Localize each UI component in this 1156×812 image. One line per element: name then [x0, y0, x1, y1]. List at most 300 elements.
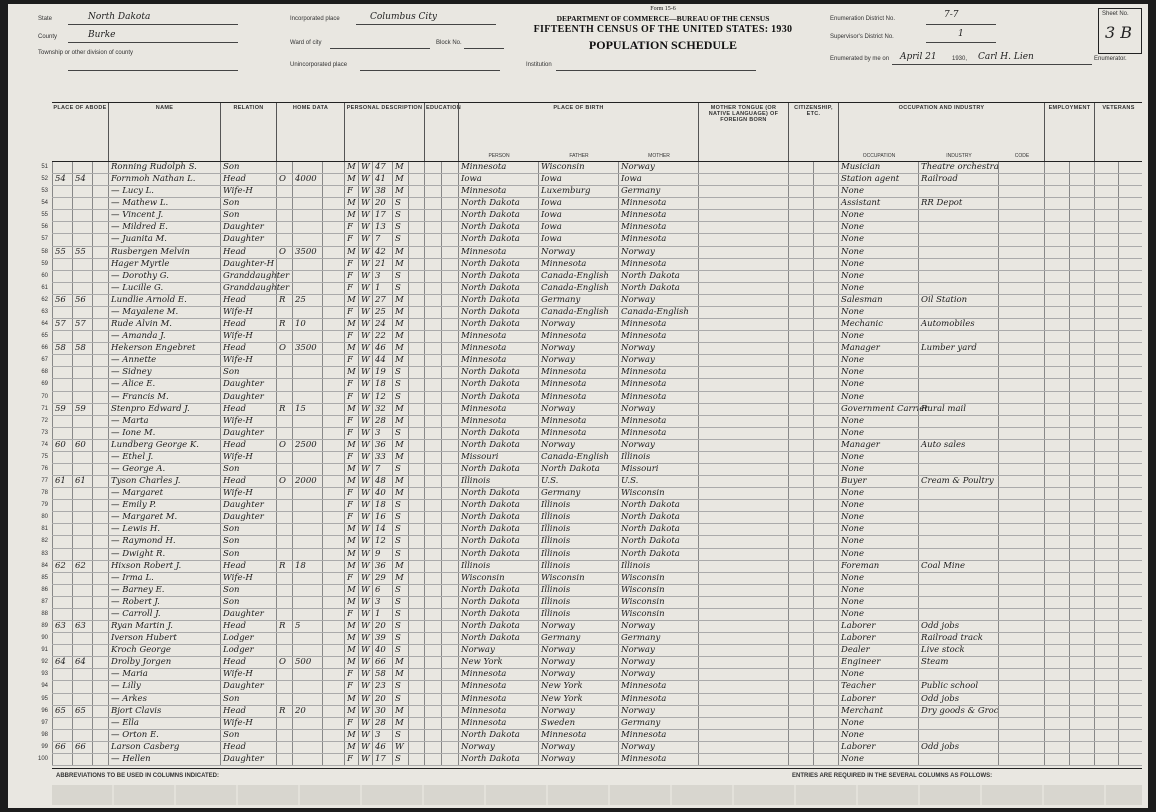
column-divider: [998, 234, 1001, 245]
column-divider: [322, 633, 325, 644]
birthplace-person-cell: Iowa: [458, 174, 538, 185]
column-divider: [92, 379, 95, 390]
relation-cell: Head: [220, 319, 276, 330]
column-divider: [813, 512, 816, 523]
birthplace-mother-cell: Norway: [618, 295, 698, 306]
column-divider: [698, 247, 701, 258]
column-divider: [1069, 488, 1072, 499]
column-divider: [1118, 512, 1121, 523]
column-divider: [1094, 404, 1097, 415]
column-divider: [408, 585, 411, 596]
column-divider: [788, 186, 791, 197]
person-name-cell: — Ione M.: [108, 428, 220, 439]
home-value-cell: [292, 500, 322, 511]
column-divider: [441, 536, 444, 547]
birthplace-mother-cell: Wisconsin: [618, 609, 698, 620]
sex-cell: F: [344, 416, 358, 427]
column-divider: [424, 561, 427, 572]
table-row: [41, 258, 1142, 271]
marital-status-cell: S: [392, 500, 408, 511]
home-value-cell: [292, 573, 322, 584]
column-divider: [698, 416, 701, 427]
column-divider: [1118, 669, 1121, 680]
family-number-cell: 57: [72, 319, 92, 330]
industry-cell: Rural mail: [918, 404, 998, 415]
column-divider: [322, 488, 325, 499]
column-divider: [1044, 210, 1047, 221]
column-divider: [322, 706, 325, 717]
age-cell: 40: [372, 488, 392, 499]
home-value-cell: [292, 536, 322, 547]
birthplace-father-cell: Norway: [538, 754, 618, 765]
column-divider: [1118, 162, 1121, 173]
birthplace-father-cell: Minnesota: [538, 259, 618, 270]
column-divider: [1069, 512, 1072, 523]
person-name-cell: Ryan Martin J.: [108, 621, 220, 632]
marital-status-cell: M: [392, 657, 408, 668]
column-divider: [698, 536, 701, 547]
column-divider: [1044, 524, 1047, 535]
column-divider: [1118, 392, 1121, 403]
occupation-cell: Merchant: [838, 706, 918, 717]
occupation-head: OCCUPATION: [862, 153, 896, 159]
line-number: 54: [41, 200, 48, 207]
column-divider: [1069, 331, 1072, 342]
family-number-cell: 58: [72, 343, 92, 354]
column-divider: [788, 271, 791, 282]
column-divider: [1118, 706, 1121, 717]
table-row: [41, 705, 1142, 718]
col-home-data: HOME DATA: [276, 103, 344, 161]
family-number-cell: [72, 597, 92, 608]
occupation-cell: Teacher: [838, 681, 918, 692]
column-divider: [813, 259, 816, 270]
family-number-cell: [72, 428, 92, 439]
sheet-footer: [52, 768, 1142, 809]
relation-cell: Wife-H: [220, 669, 276, 680]
column-divider: [698, 452, 701, 463]
column-divider: [813, 283, 816, 294]
column-divider: [322, 222, 325, 233]
column-divider: [1044, 259, 1047, 270]
person-name-cell: — Mayalene M.: [108, 307, 220, 318]
column-divider: [424, 452, 427, 463]
occupation-cell: None: [838, 452, 918, 463]
line-number: 52: [41, 176, 48, 183]
race-cell: W: [358, 392, 372, 403]
industry-cell: Auto sales: [918, 440, 998, 451]
column-divider: [1118, 259, 1121, 270]
column-divider: [813, 452, 816, 463]
column-divider: [441, 512, 444, 523]
column-divider: [788, 561, 791, 572]
column-divider: [998, 319, 1001, 330]
ward-label: Ward of city: [290, 40, 322, 46]
birthplace-mother-cell: Minnesota: [618, 428, 698, 439]
marital-status-cell: M: [392, 331, 408, 342]
column-divider: [998, 307, 1001, 318]
birthplace-person-cell: Minnesota: [458, 706, 538, 717]
column-divider: [441, 681, 444, 692]
column-divider: [1094, 355, 1097, 366]
table-row: [41, 488, 1142, 500]
home-value-cell: 18: [292, 561, 322, 572]
dwelling-number-cell: 61: [52, 476, 72, 487]
home-owned-cell: [276, 669, 292, 680]
relation-cell: Son: [220, 162, 276, 173]
home-value-cell: [292, 379, 322, 390]
column-divider: [408, 512, 411, 523]
column-divider: [813, 536, 816, 547]
marital-status-cell: S: [392, 464, 408, 475]
home-value-cell: [292, 392, 322, 403]
column-divider: [1118, 416, 1121, 427]
column-divider: [92, 234, 95, 245]
industry-cell: [918, 597, 998, 608]
column-divider: [92, 645, 95, 656]
birthplace-mother-cell: Minnesota: [618, 222, 698, 233]
relation-cell: Son: [220, 536, 276, 547]
birthplace-mother-cell: North Dakota: [618, 283, 698, 294]
column-divider: [1069, 597, 1072, 608]
column-divider: [788, 597, 791, 608]
birthplace-mother-cell: Missouri: [618, 464, 698, 475]
birthplace-father-cell: Iowa: [538, 234, 618, 245]
birthplace-father-cell: Minnesota: [538, 730, 618, 741]
marital-status-cell: S: [392, 198, 408, 209]
occupation-cell: None: [838, 573, 918, 584]
column-divider: [408, 271, 411, 282]
home-value-cell: [292, 210, 322, 221]
column-divider: [322, 367, 325, 378]
relation-cell: Son: [220, 585, 276, 596]
occupation-cell: None: [838, 392, 918, 403]
race-cell: W: [358, 500, 372, 511]
occupation-cell: None: [838, 186, 918, 197]
column-divider: [998, 259, 1001, 270]
table-row: [41, 270, 1142, 283]
home-value-cell: [292, 331, 322, 342]
column-divider: [1094, 512, 1097, 523]
column-divider: [408, 681, 411, 692]
column-divider: [322, 694, 325, 705]
home-value-cell: [292, 718, 322, 729]
family-number-cell: 63: [72, 621, 92, 632]
column-divider: [322, 657, 325, 668]
home-owned-cell: [276, 536, 292, 547]
birthplace-mother-cell: Minnesota: [618, 694, 698, 705]
occupation-cell: None: [838, 307, 918, 318]
column-divider: [322, 730, 325, 741]
column-divider: [1094, 392, 1097, 403]
column-divider: [408, 669, 411, 680]
column-divider: [1118, 440, 1121, 451]
column-divider: [813, 210, 816, 221]
column-divider: [424, 573, 427, 584]
column-divider: [698, 404, 701, 415]
industry-head: INDUSTRY: [946, 153, 972, 159]
relation-cell: Head: [220, 174, 276, 185]
column-divider: [1118, 488, 1121, 499]
age-cell: 46: [372, 742, 392, 753]
column-divider: [998, 210, 1001, 221]
incorporated-value: Columbus City: [370, 12, 438, 22]
relation-cell: Lodger: [220, 645, 276, 656]
occupation-cell: None: [838, 416, 918, 427]
column-divider: [408, 645, 411, 656]
marital-status-cell: M: [392, 174, 408, 185]
column-divider: [322, 283, 325, 294]
column-divider: [322, 404, 325, 415]
industry-cell: [918, 247, 998, 258]
industry-cell: Automobiles: [918, 319, 998, 330]
birthplace-person-cell: North Dakota: [458, 259, 538, 270]
marital-status-cell: M: [392, 404, 408, 415]
column-divider: [998, 585, 1001, 596]
table-row: [41, 355, 1142, 367]
home-owned-cell: [276, 452, 292, 463]
column-divider: [1094, 500, 1097, 511]
col-place-of-abode: PLACE OF ABODE: [53, 105, 107, 111]
column-divider: [788, 742, 791, 753]
birthplace-person-cell: Norway: [458, 645, 538, 656]
column-divider: [1069, 742, 1072, 753]
column-divider: [322, 597, 325, 608]
entries-title: ENTRIES ARE REQUIRED IN THE SEVERAL COLUMNS AS FOLLOWS:: [792, 773, 993, 779]
dwelling-number-cell: [52, 573, 72, 584]
dwelling-number-cell: 54: [52, 174, 72, 185]
industry-cell: [918, 730, 998, 741]
column-divider: [424, 669, 427, 680]
dwelling-number-cell: [52, 536, 72, 547]
column-divider: [408, 536, 411, 547]
marital-status-cell: S: [392, 730, 408, 741]
birthplace-father-cell: Illinois: [538, 536, 618, 547]
industry-cell: [918, 536, 998, 547]
column-divider: [1044, 355, 1047, 366]
person-name-cell: — Carroll J.: [108, 609, 220, 620]
dwelling-number-cell: [52, 392, 72, 403]
column-divider: [424, 234, 427, 245]
column-divider: [1044, 633, 1047, 644]
home-owned-cell: [276, 742, 292, 753]
column-divider: [998, 198, 1001, 209]
column-divider: [441, 271, 444, 282]
sex-cell: M: [344, 561, 358, 572]
column-divider: [408, 730, 411, 741]
enumerated-year: 1930,: [952, 56, 968, 62]
relation-cell: Son: [220, 597, 276, 608]
line-number: 92: [41, 659, 48, 666]
birthplace-father-cell: Minnesota: [538, 428, 618, 439]
birthplace-mother-cell: Minnesota: [618, 198, 698, 209]
col-relation: RELATION: [220, 103, 276, 161]
marital-status-cell: M: [392, 476, 408, 487]
birthplace-mother-cell: Wisconsin: [618, 573, 698, 584]
family-number-cell: 54: [72, 174, 92, 185]
column-divider: [698, 549, 701, 560]
industry-cell: Oil Station: [918, 295, 998, 306]
column-divider: [698, 198, 701, 209]
relation-cell: Wife-H: [220, 718, 276, 729]
column-divider: [998, 271, 1001, 282]
column-divider: [1069, 645, 1072, 656]
family-number-cell: [72, 367, 92, 378]
age-cell: 6: [372, 585, 392, 596]
column-divider: [408, 222, 411, 233]
column-divider: [788, 392, 791, 403]
column-divider: [92, 283, 95, 294]
column-divider: [1069, 706, 1072, 717]
relation-cell: Daughter: [220, 609, 276, 620]
sheet-number-box: [1098, 8, 1142, 54]
dwelling-number-cell: [52, 416, 72, 427]
dwelling-number-cell: [52, 271, 72, 282]
column-divider: [92, 500, 95, 511]
race-cell: W: [358, 657, 372, 668]
industry-cell: Coal Mine: [918, 561, 998, 572]
dwelling-number-cell: [52, 307, 72, 318]
column-divider: [698, 524, 701, 535]
column-divider: [998, 379, 1001, 390]
column-divider: [408, 416, 411, 427]
race-cell: W: [358, 307, 372, 318]
home-owned-cell: [276, 198, 292, 209]
abbreviations-title: ABBREVIATIONS TO BE USED IN COLUMNS INDICATED:: [56, 773, 220, 779]
family-number-cell: [72, 645, 92, 656]
birthplace-person-cell: North Dakota: [458, 198, 538, 209]
birthplace-person-cell: North Dakota: [458, 633, 538, 644]
column-divider: [698, 307, 701, 318]
table-row: [41, 174, 1142, 186]
dwelling-number-cell: 58: [52, 343, 72, 354]
column-divider: [1118, 742, 1121, 753]
birthplace-mother-cell: Iowa: [618, 174, 698, 185]
family-number-cell: [72, 585, 92, 596]
column-divider: [441, 234, 444, 245]
column-divider: [813, 404, 816, 415]
home-owned-cell: [276, 645, 292, 656]
line-number: 79: [41, 502, 48, 509]
person-name-cell: Hager Myrtle: [108, 259, 220, 270]
column-divider: [698, 476, 701, 487]
birthplace-person-cell: Minnesota: [458, 694, 538, 705]
sex-cell: M: [344, 585, 358, 596]
age-cell: 36: [372, 440, 392, 451]
age-cell: 40: [372, 645, 392, 656]
column-divider: [813, 573, 816, 584]
column-divider: [813, 694, 816, 705]
column-divider: [1044, 379, 1047, 390]
column-divider: [1118, 524, 1121, 535]
column-divider: [322, 379, 325, 390]
age-cell: 27: [372, 295, 392, 306]
column-divider: [813, 681, 816, 692]
sex-cell: M: [344, 198, 358, 209]
occupation-cell: Assistant: [838, 198, 918, 209]
relation-cell: Wife-H: [220, 488, 276, 499]
column-divider: [998, 536, 1001, 547]
dwelling-number-cell: 55: [52, 247, 72, 258]
industry-cell: Cream & Poultry: [918, 476, 998, 487]
enumerated-date: April 21: [900, 52, 937, 62]
column-divider: [322, 259, 325, 270]
column-divider: [698, 259, 701, 270]
birthplace-person-cell: North Dakota: [458, 585, 538, 596]
column-divider: [788, 331, 791, 342]
person-name-cell: — Sidney: [108, 367, 220, 378]
dwelling-number-cell: [52, 585, 72, 596]
column-divider: [322, 561, 325, 572]
column-divider: [1044, 512, 1047, 523]
dwelling-number-cell: [52, 669, 72, 680]
person-name-cell: — Mildred E.: [108, 222, 220, 233]
column-divider: [1044, 416, 1047, 427]
column-divider: [322, 174, 325, 185]
line-number: 94: [41, 683, 48, 690]
column-divider: [1044, 404, 1047, 415]
column-divider: [424, 464, 427, 475]
column-divider: [998, 645, 1001, 656]
industry-cell: [918, 379, 998, 390]
dwelling-number-cell: [52, 210, 72, 221]
column-divider: [813, 343, 816, 354]
occupation-cell: Government Carrier: [838, 404, 918, 415]
age-cell: 66: [372, 657, 392, 668]
race-cell: W: [358, 174, 372, 185]
column-divider: [322, 416, 325, 427]
dwelling-number-cell: [52, 645, 72, 656]
home-value-cell: 15: [292, 404, 322, 415]
race-cell: W: [358, 730, 372, 741]
table-row: [41, 403, 1142, 416]
home-value-cell: [292, 367, 322, 378]
home-value-cell: [292, 464, 322, 475]
table-row: [41, 391, 1142, 404]
age-cell: 32: [372, 404, 392, 415]
dwelling-number-cell: 62: [52, 561, 72, 572]
column-divider: [441, 573, 444, 584]
column-divider: [788, 694, 791, 705]
person-name-cell: — Lilly: [108, 681, 220, 692]
sex-cell: F: [344, 271, 358, 282]
dwelling-number-cell: [52, 549, 72, 560]
family-number-cell: [72, 524, 92, 535]
column-divider: [424, 754, 427, 765]
column-divider: [322, 754, 325, 765]
column-divider: [1069, 549, 1072, 560]
column-divider: [1044, 476, 1047, 487]
dwelling-number-cell: [52, 524, 72, 535]
sex-cell: F: [344, 307, 358, 318]
dwelling-number-cell: [52, 283, 72, 294]
sex-cell: M: [344, 536, 358, 547]
sex-cell: F: [344, 186, 358, 197]
industry-cell: [918, 428, 998, 439]
column-divider: [424, 355, 427, 366]
column-divider: [92, 331, 95, 342]
relation-cell: Daughter: [220, 392, 276, 403]
column-divider: [1069, 367, 1072, 378]
column-divider: [1094, 536, 1097, 547]
supervisor-label: Supervisor's District No.: [830, 34, 894, 40]
column-divider: [92, 633, 95, 644]
column-divider: [998, 549, 1001, 560]
marital-status-cell: S: [392, 222, 408, 233]
column-divider: [788, 549, 791, 560]
dwelling-number-cell: [52, 367, 72, 378]
column-divider: [424, 379, 427, 390]
